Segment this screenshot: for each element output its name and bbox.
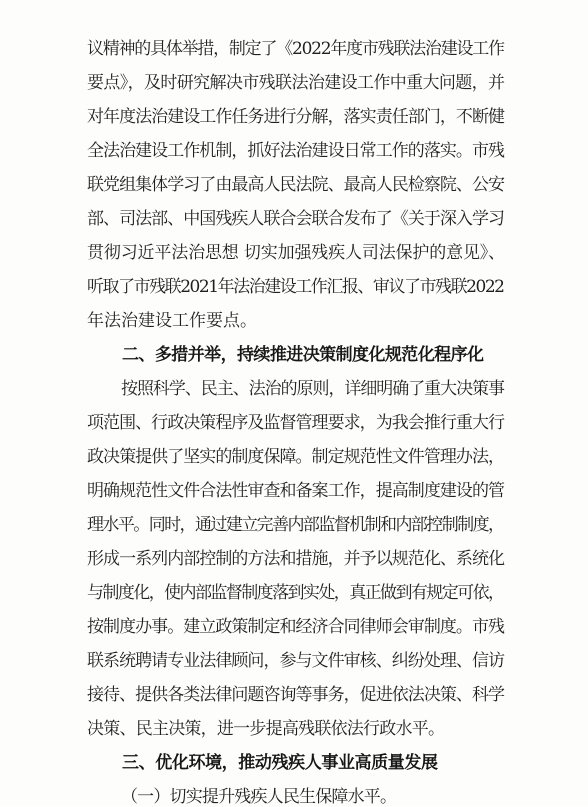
paragraph-line: 项范围、行政决策程序及监督管理要求，为我会推行重大行 bbox=[87, 413, 505, 433]
paragraph-line: 与制度化，使内部监督制度落到实处，真正做到有规定可依， bbox=[87, 583, 504, 603]
paragraph-line: 政决策提供了坚实的制度保障。制定规范性文件管理办法， bbox=[87, 447, 505, 467]
paragraph-line: 决策、民主决策，进一步提高残联依法行政水平。 bbox=[87, 719, 445, 739]
paragraph-line: 联党组集体学习了由最高人民法院、最高人民检察院、公安 bbox=[87, 175, 505, 195]
paragraph-line: 对年度法治建设工作任务进行分解，落实责任部门，不断健 bbox=[87, 107, 505, 127]
subsection-heading-1: （一）切实提升残疾人民生保障水平。 bbox=[121, 787, 397, 807]
paragraph-line: 按制度办事。建立政策制定和经济合同律师会审制度。市残 bbox=[87, 617, 505, 637]
paragraph-line: 按照科学、民主、法治的原则，详细明确了重大决策事 bbox=[121, 379, 504, 399]
paragraph-line: 要点》，及时研究解决市残联法治建设工作中重大问题，并 bbox=[87, 73, 505, 93]
paragraph-line: 联系统聘请专业法律顾问，参与文件审核、纠纷处理、信访 bbox=[87, 651, 505, 671]
paragraph-line: 听取了市残联2021年法治建设工作汇报、审议了市残联2022 bbox=[87, 277, 504, 297]
paragraph-line: 年法治建设工作要点。 bbox=[87, 311, 257, 331]
paragraph-line: 贯彻习近平法治思想 切实加强残疾人司法保护的意见》、 bbox=[87, 243, 506, 263]
section-heading-3: 三、优化环境，推动残疾人事业高质量发展 bbox=[122, 753, 438, 773]
paragraph-line: 部、司法部、中国残疾人联合会联合发布了《关于深入学习 bbox=[87, 209, 505, 229]
paragraph-line: 理水平。同时，通过建立完善内部监督机制和内部控制制度， bbox=[87, 515, 504, 535]
paragraph-line: 接待、提供各类法律问题咨询等事务，促进依法决策、科学 bbox=[87, 685, 505, 705]
paragraph-line: 形成一系列内部控制的方法和措施，并予以规范化、系统化 bbox=[87, 549, 505, 569]
paragraph-line: 明确规范性文件合法性审查和备案工作，提高制度建设的管 bbox=[87, 481, 505, 501]
paragraph-line: 议精神的具体举措，制定了《2022年度市残联法治建设工作 bbox=[87, 39, 504, 59]
paragraph-line: 全法治建设工作机制，抓好法治建设日常工作的落实。市残 bbox=[87, 141, 505, 161]
section-heading-2: 二、多措并举，持续推进决策制度化规范化程序化 bbox=[122, 345, 484, 365]
